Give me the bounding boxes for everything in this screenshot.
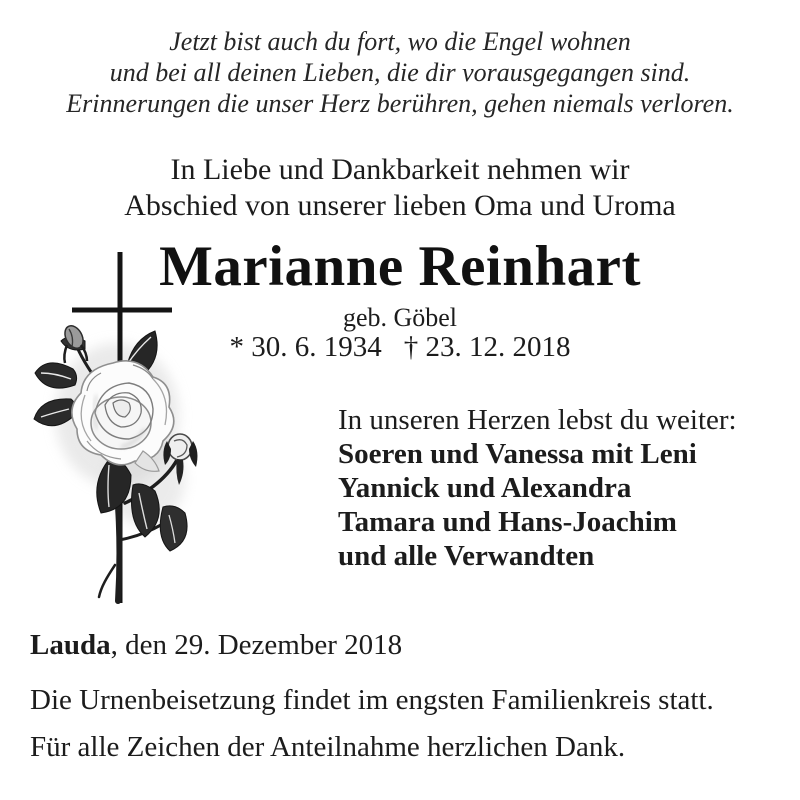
farewell-intro: [0, 152, 800, 224]
mourner-line-3: Tamara und Hans-Joachim: [338, 506, 677, 538]
remembrance-block: [338, 403, 737, 573]
place-name: Lauda: [30, 629, 111, 661]
intro-line-1: In Liebe und Dankbarkeit nehmen wir: [170, 153, 630, 186]
birth-date: * 30. 6. 1934: [229, 331, 382, 363]
mourner-line-2: Yannick und Alexandra: [338, 472, 632, 504]
maiden-name: geb. Göbel: [342, 303, 458, 332]
rose-cross-illustration: [25, 245, 235, 625]
deceased-name: Marianne Reinhart: [159, 235, 641, 298]
epigraph-line-1: Jetzt bist auch du fort, wo die Engel wohnen: [169, 27, 631, 56]
epigraph-line-3: Erinnerungen die unser Herz berühren, gehen niemals verloren.: [66, 89, 734, 118]
mourner-line-4: und alle Verwandten: [338, 540, 595, 572]
epigraph-line-2: und bei all deinen Lieben, die dir vorausgegangen sind.: [109, 58, 691, 87]
intro-line-2: Abschied von unserer lieben Oma und Uroma: [124, 189, 676, 222]
death-date: † 23. 12. 2018: [403, 331, 571, 363]
mourner-line-1: Soeren und Vanessa mit Leni: [338, 438, 697, 470]
dateline-rest: , den 29. Dezember 2018: [110, 629, 403, 661]
epigraph-verse: [0, 26, 800, 119]
burial-notice-line: Die Urnenbeisetzung findet im engsten Familienkreis statt.: [30, 684, 714, 716]
dateline: [30, 629, 402, 662]
thanks-line: Für alle Zeichen der Anteilnahme herzlichen Dank.: [30, 731, 626, 763]
remembrance-heading: In unseren Herzen lebst du weiter:: [338, 404, 737, 436]
